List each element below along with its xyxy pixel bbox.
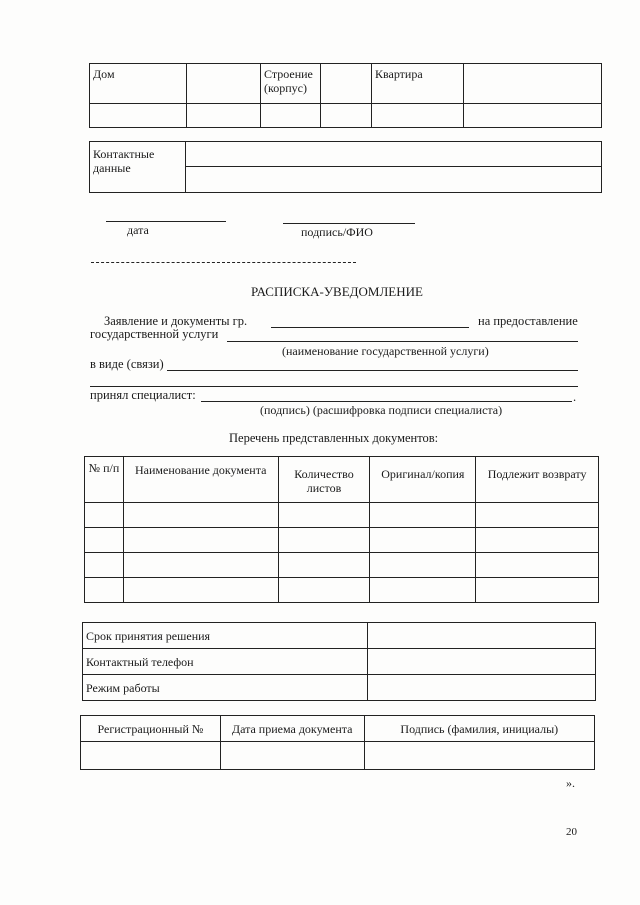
applicant-name-line[interactable] (271, 327, 469, 328)
accepted-by-label: принял специалист: (90, 388, 196, 402)
table-row (83, 649, 596, 675)
cell-number[interactable] (85, 503, 124, 528)
receipt-line1-start: Заявление и документы гр. (104, 314, 248, 328)
col-header-original: Оригинал/копия (370, 457, 476, 503)
table-row (83, 623, 596, 649)
cell-number[interactable] (85, 528, 124, 553)
col-header-signature: Подпись (фамилия, инициалы) (364, 716, 594, 742)
decision-deadline-value[interactable] (367, 623, 596, 649)
cell-return[interactable] (476, 503, 599, 528)
cell-original[interactable] (370, 528, 476, 553)
work-hours-value[interactable] (367, 675, 596, 701)
form-line-2[interactable] (90, 386, 578, 387)
cell-doc-name[interactable] (123, 503, 278, 528)
receipt-date-cell[interactable] (220, 742, 364, 770)
cell-original[interactable] (370, 503, 476, 528)
info-table (82, 622, 596, 701)
table-row (85, 528, 599, 553)
service-name-line[interactable] (227, 341, 578, 342)
col-header-sheets: Количество листов (278, 457, 370, 503)
apartment-input[interactable] (464, 104, 601, 127)
table-row (85, 578, 599, 603)
cell-sheets[interactable] (278, 528, 370, 553)
registration-table (80, 715, 595, 770)
cell-number[interactable] (85, 553, 124, 578)
work-hours-label: Режим работы (83, 675, 368, 701)
cell-return[interactable] (476, 528, 599, 553)
house-label: Дом (93, 67, 115, 81)
receipt-line2-start: государственной услуги (90, 327, 219, 341)
signature-cell[interactable] (364, 742, 594, 770)
cell-doc-name[interactable] (123, 578, 278, 603)
contact-phone-value[interactable] (367, 649, 596, 675)
col-header-receipt-date: Дата приема документа (220, 716, 364, 742)
building-label: Строение (корпус) (264, 67, 313, 95)
decision-deadline-label: Срок принятия решения (83, 623, 368, 649)
table-row (85, 553, 599, 578)
contact-phone-label: Контактный телефон (83, 649, 368, 675)
documents-header-row (85, 457, 599, 503)
receipt-line3-start: в виде (связи) (90, 357, 164, 371)
contacts-label: Контактные данные (93, 147, 155, 175)
cell-original[interactable] (370, 553, 476, 578)
documents-table (84, 456, 599, 603)
cut-line (91, 262, 356, 263)
cell-sheets[interactable] (278, 553, 370, 578)
cell-doc-name[interactable] (123, 553, 278, 578)
reg-number-cell[interactable] (81, 742, 221, 770)
date-line[interactable] (106, 221, 226, 222)
signature-caption: подпись/ФИО (301, 225, 373, 239)
col-header-reg-number: Регистрационный № (81, 716, 221, 742)
cell-doc-name[interactable] (123, 528, 278, 553)
date-caption: дата (127, 223, 149, 237)
col-header-number: № п/п (85, 457, 124, 503)
cell-original[interactable] (370, 578, 476, 603)
specialist-hint: (подпись) (расшифровка подписи специалиста) (260, 403, 503, 417)
cell-return[interactable] (476, 553, 599, 578)
table-row (83, 675, 596, 701)
cell-sheets[interactable] (278, 503, 370, 528)
contacts-input-1[interactable] (186, 142, 601, 166)
contacts-input-2[interactable] (186, 167, 601, 192)
cell-number[interactable] (85, 578, 124, 603)
table-row (81, 742, 595, 770)
building-input[interactable] (321, 104, 371, 127)
table-row (85, 503, 599, 528)
receipt-line1-end: на предоставление (478, 314, 578, 328)
apartment-label: Квартира (375, 67, 423, 81)
receipt-title: РАСПИСКА-УВЕДОМЛЕНИЕ (251, 284, 423, 299)
specialist-line[interactable] (201, 401, 572, 402)
cell-return[interactable] (476, 578, 599, 603)
signature-line[interactable] (283, 223, 415, 224)
house-input[interactable] (187, 104, 260, 127)
form-line[interactable] (167, 370, 578, 371)
docs-list-title: Перечень представленных документов: (229, 431, 439, 445)
accepted-end: . (573, 390, 577, 404)
registration-header-row (81, 716, 595, 742)
col-header-doc-name: Наименование документа (123, 457, 278, 503)
page-number: 20 (566, 826, 577, 838)
cell-sheets[interactable] (278, 578, 370, 603)
col-header-return: Подлежит возврату (476, 457, 599, 503)
closing-quote: ». (566, 776, 575, 790)
service-name-hint: (наименование государственной услуги) (282, 344, 489, 358)
